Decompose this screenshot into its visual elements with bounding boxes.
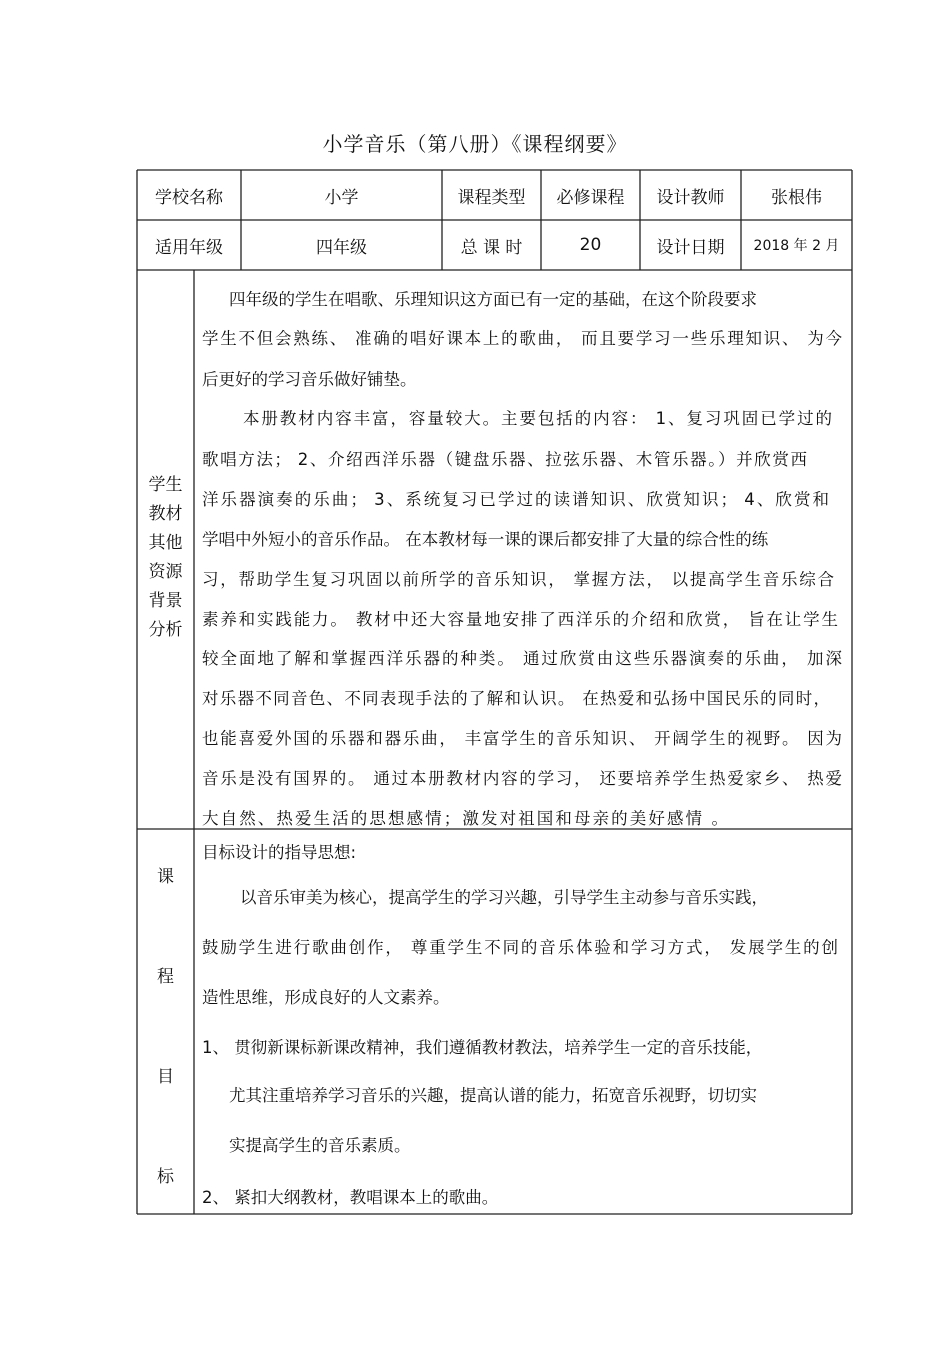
background-label-line: 教材	[148, 504, 183, 524]
design-date-label: 设计日期	[656, 237, 725, 258]
background-line: 素养和实践能力。 教材中还大容量地安排了西洋乐的介绍和欣赏， 旨在让学生	[202, 610, 838, 629]
course-type-label: 课程类型	[457, 187, 526, 208]
design-date-value: 2018 年 2 月	[753, 238, 840, 254]
goals-line: 以音乐审美为核心，提高学生的学习兴趣，引导学生主动参与音乐实践，	[240, 888, 768, 907]
background-label-line: 背景	[148, 591, 183, 611]
background-line: 习，帮助学生复习巩固以前所学的音乐知识， 掌握方法， 以提高学生音乐综合	[202, 570, 834, 589]
background-line: 洋乐器演奏的乐曲； 3、系统复习已学过的读谱知识、欣赏知识； 4、欣赏和	[202, 490, 829, 509]
background-line: 歌唱方法； 2、介绍西洋乐器（键盘乐器、拉弦乐器、木管乐器。）并欣赏西	[202, 450, 807, 469]
goals-line: 尤其注重培养学习音乐的兴趣，提高认谱的能力，拓宽音乐视野，切切实	[229, 1086, 757, 1105]
goals-line: 实提高学生的音乐素质。	[229, 1136, 411, 1155]
goals-line: 造性思维，形成良好的人文素养。	[202, 988, 450, 1007]
designer-value: 张根伟	[771, 187, 822, 208]
background-line: 后更好的学习音乐做好铺垫。	[202, 370, 417, 389]
background-label-line: 学生	[148, 475, 183, 495]
background-label-line: 分析	[148, 620, 183, 640]
background-label-line: 其他	[148, 533, 183, 553]
background-line: 学生不但会熟练、 准确的唱好课本上的歌曲， 而且要学习一些乐理知识、 为今	[202, 329, 842, 348]
background-line: 大自然、热爱生活的思想感情；激发对祖国和母亲的美好感情 。	[202, 809, 728, 828]
goals-line: 1、 贯彻新课标新课改精神，我们遵循教材教法，培养学生一定的音乐技能，	[202, 1038, 763, 1057]
course-type-value: 必修课程	[556, 187, 625, 208]
designer-label: 设计教师	[656, 187, 725, 208]
school-name-label: 学校名称	[155, 187, 223, 208]
school-name-value: 小学	[324, 187, 359, 208]
total-hours-value: 20	[579, 235, 602, 255]
background-line: 四年级的学生在唱歌、乐理知识这方面已有一定的基础，在这个阶段要求	[229, 290, 757, 309]
background-label-line: 资源	[148, 562, 183, 582]
goals-label-char: 标	[157, 1167, 174, 1187]
background-line: 音乐是没有国界的。 通过本册教材内容的学习， 还要培养学生热爱家乡、 热爱	[202, 769, 842, 788]
goals-label-char: 程	[157, 967, 174, 987]
background-line: 也能喜爱外国的乐器和器乐曲， 丰富学生的音乐知识、 开阔学生的视野。 因为	[202, 729, 842, 748]
background-section-label	[137, 470, 194, 644]
goals-label-char: 课	[157, 867, 174, 887]
background-line: 较全面地了解和掌握西洋乐器的种类。 通过欣赏由这些乐器演奏的乐曲， 加深	[202, 649, 842, 668]
background-line: 本册教材内容丰富，容量较大。主要包括的内容： 1、复习巩固已学过的	[243, 409, 832, 428]
grade-label: 适用年级	[155, 237, 223, 258]
page-title: 小学音乐（第八册）《课程纲要》	[322, 132, 628, 156]
background-line: 对乐器不同音色、不同表现手法的了解和认识。 在热爱和弘扬中国民乐的同时，	[202, 689, 830, 708]
goals-label-char: 目	[157, 1067, 174, 1087]
goals-line: 2、 紧扣大纲教材，教唱课本上的歌曲。	[202, 1188, 499, 1207]
goals-line: 鼓励学生进行歌曲创作， 尊重学生不同的音乐体验和学习方式， 发展学生的创	[202, 938, 838, 957]
background-line: 学唱中外短小的音乐作品。 在本教材每一课的课后都安排了大量的综合性的练	[202, 530, 769, 549]
goals-heading: 目标设计的指导思想:	[202, 843, 357, 862]
grade-value: 四年级	[316, 237, 367, 258]
total-hours-label: 总 课 时	[460, 237, 523, 258]
